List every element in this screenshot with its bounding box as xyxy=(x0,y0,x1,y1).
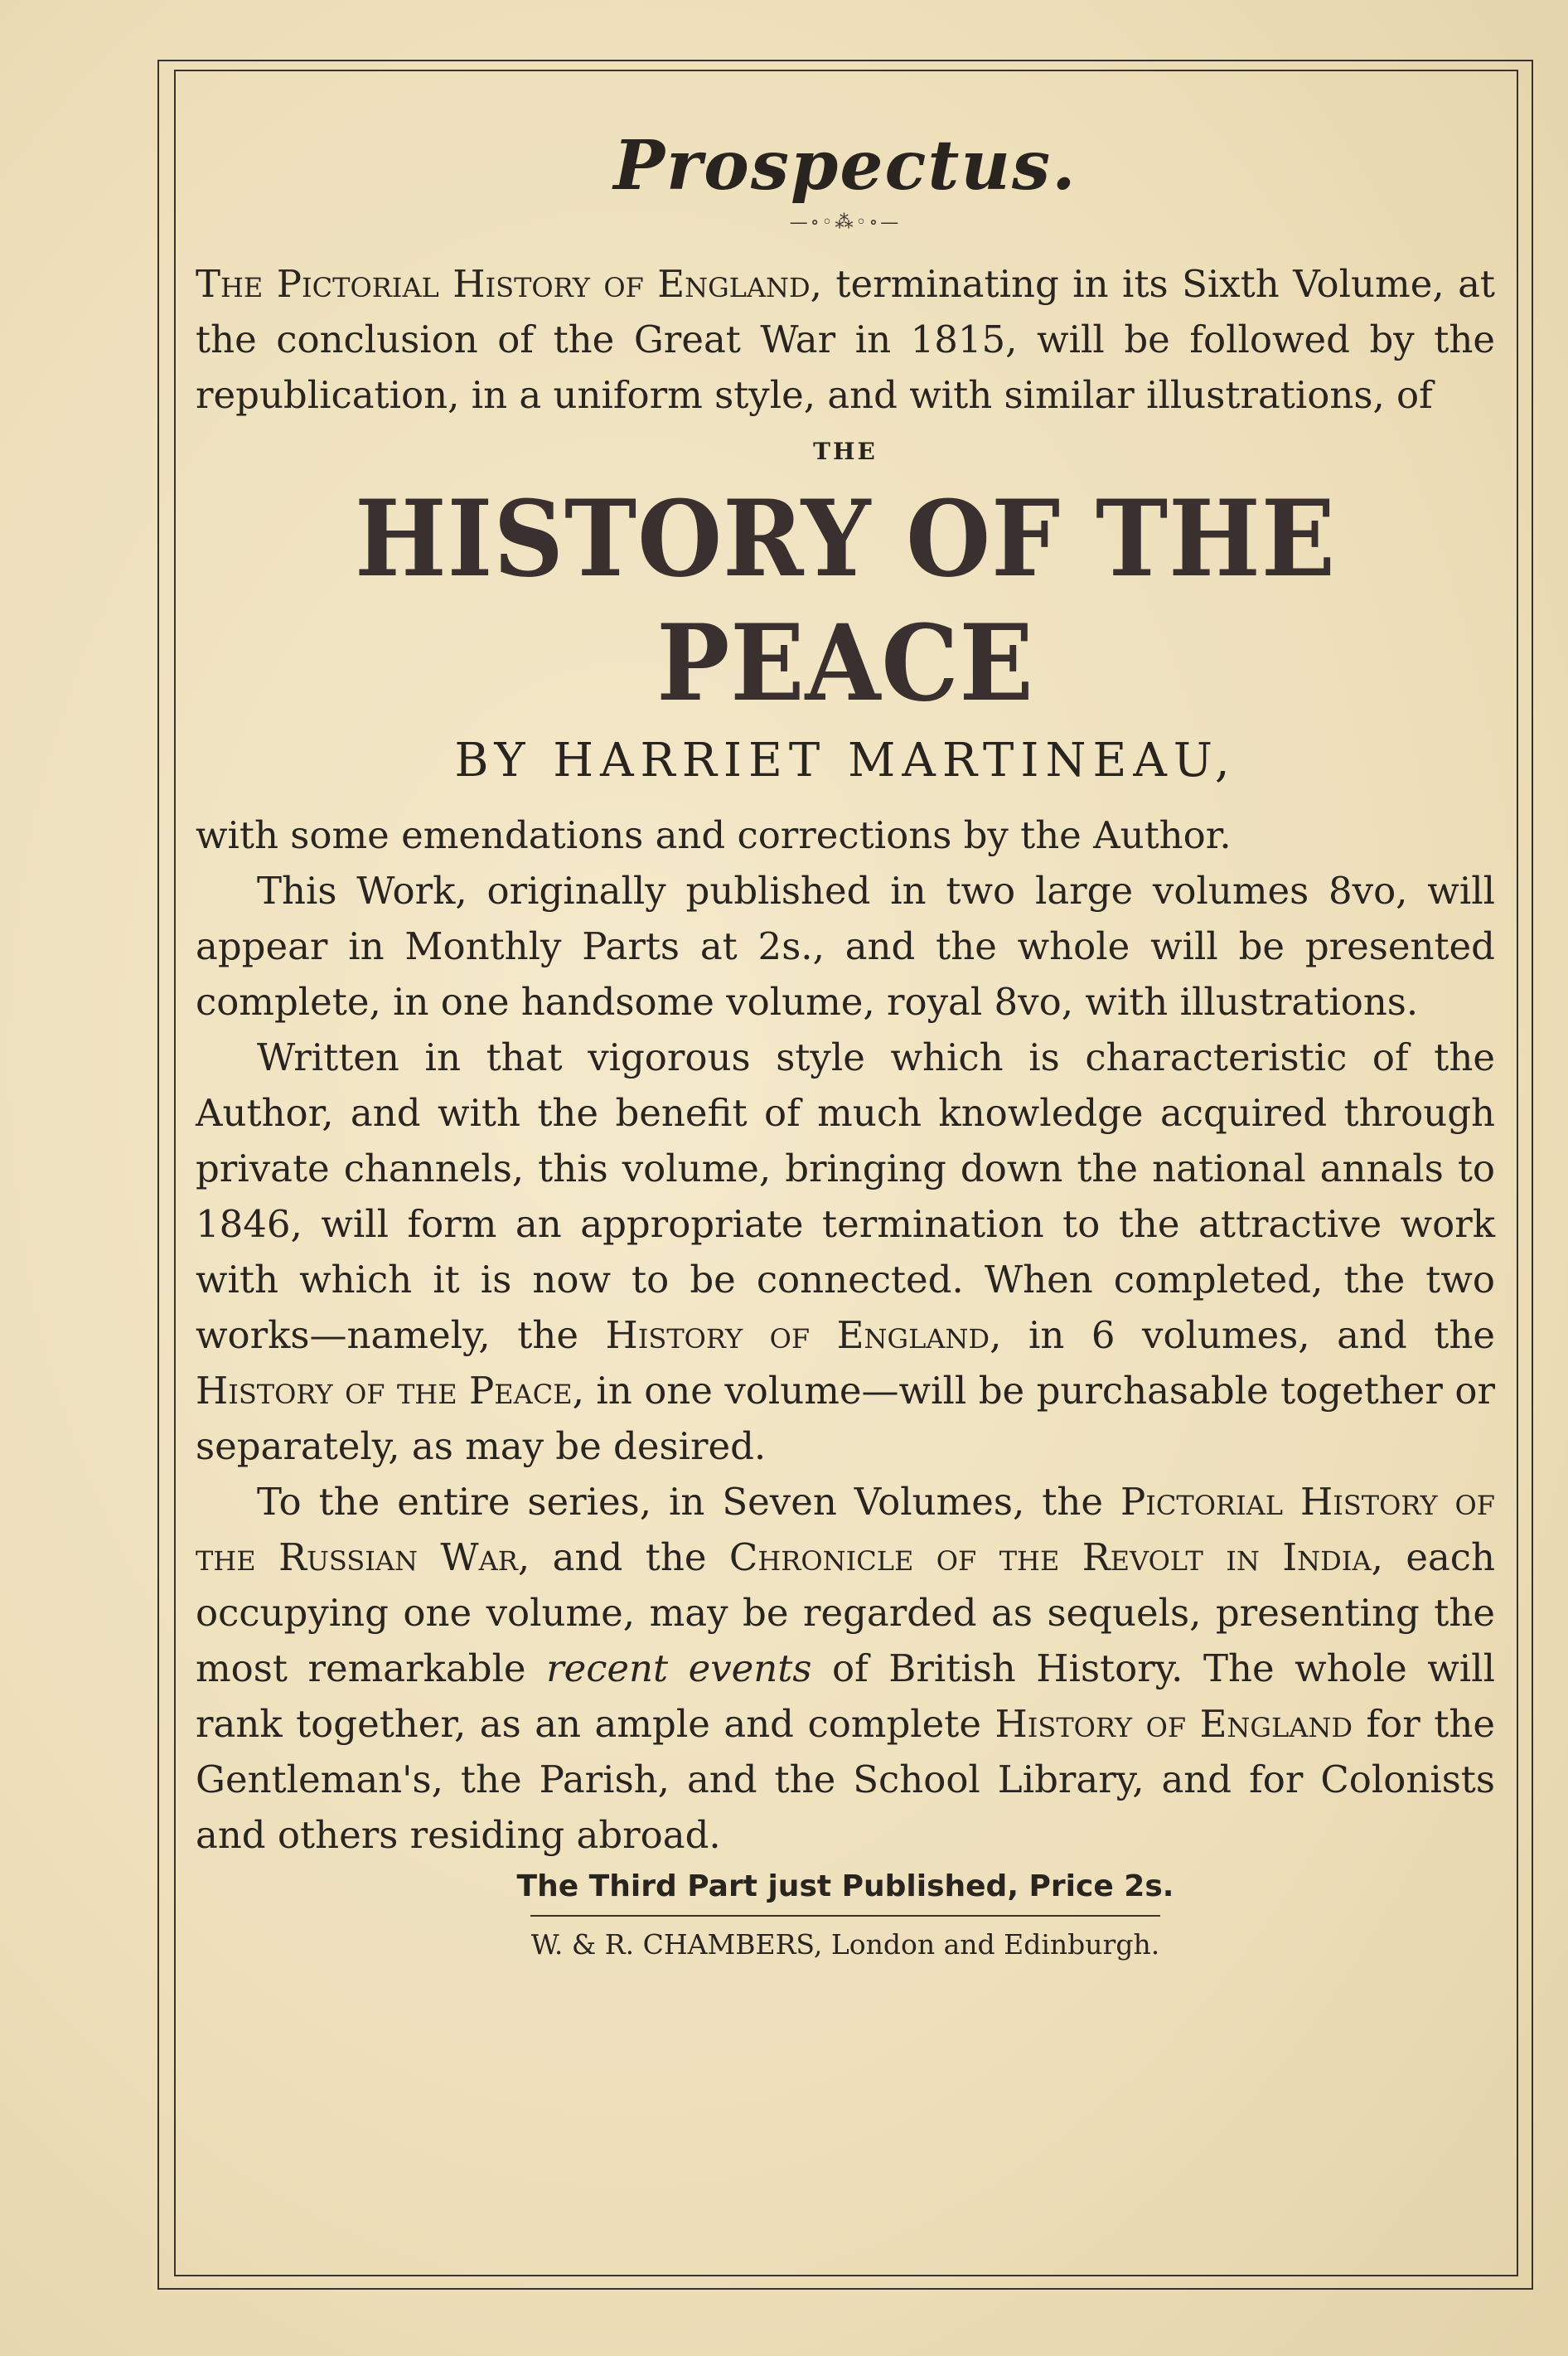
series-text-e: for the Gentleman's, the Parish, and the School Library, and for Colonists and others residing abroad. xyxy=(196,1702,1495,1857)
written-text-b: , in 6 volumes, and the xyxy=(990,1313,1496,1357)
series-sc-3: History of England xyxy=(995,1702,1353,1746)
publication-notice: The Third Part just Published, Price 2s. xyxy=(516,1869,1174,1903)
ornament-glyphs: —∘◦⁂◦∘— xyxy=(789,212,902,233)
intro-text: , terminating in its Sixth Volume, at the conclusion of the Great War in 1815, will be followed by the republication, in a uniform style, and with similar illustrations, of xyxy=(196,262,1495,417)
written-text-a: Written in that vigorous style which is characteristic of the Author, and with the benefit of much knowledge acquired through private channels, this volume, bringing down the national annals to 1846, will form an appropriate termination to the attractive work with which it is now to be connected. When completed, the two works—namely, the xyxy=(196,1035,1495,1357)
series-text-d: of British History. The whole will rank together, as an ample and complete xyxy=(196,1646,1495,1746)
byline: BY HARRIET MARTINEAU, xyxy=(454,734,1236,788)
series-paragraph xyxy=(196,1474,1495,1863)
written-sc-1: History of England xyxy=(605,1313,990,1357)
page-content xyxy=(196,124,1495,1961)
series-sc-2: Chronicle of the Revolt in India xyxy=(728,1535,1372,1579)
intro-title: The Pictorial History of England xyxy=(196,262,811,306)
series-sc-1: Pictorial History of the Russian War xyxy=(196,1480,1495,1579)
series-text-c: , each occupying one volume, may be regarded as sequels, presenting the most remarkable xyxy=(196,1535,1495,1690)
series-text-b: , and the xyxy=(517,1535,729,1579)
intro-paragraph xyxy=(196,256,1495,423)
written-text-c: , in one volume—will be purchasable together or separately, as may be desired. xyxy=(196,1369,1495,1468)
page-title: Prospectus. xyxy=(613,126,1077,206)
work-paragraph: This Work, originally published in two large volumes 8vo, will appear in Monthly Parts at 2s., and the whole will be presented complete, in one handsome volume, royal 8vo, with illustrations. xyxy=(196,869,1495,1024)
written-sc-2: History of the Peace xyxy=(196,1369,573,1413)
series-italic: recent events xyxy=(546,1646,812,1690)
headline: HISTORY OF THE PEACE xyxy=(355,478,1336,725)
separator-rule xyxy=(530,1915,1160,1917)
series-text-a: To the entire series, in Seven Volumes, the xyxy=(257,1480,1120,1524)
emendations-paragraph: with some emendations and corrections by the Author. xyxy=(196,813,1232,857)
written-paragraph xyxy=(196,1030,1495,1474)
the-label: THE xyxy=(813,438,878,465)
publisher-line: W. & R. CHAMBERS, London and Edinburgh. xyxy=(530,1928,1160,1961)
ornament-divider xyxy=(196,212,1495,233)
